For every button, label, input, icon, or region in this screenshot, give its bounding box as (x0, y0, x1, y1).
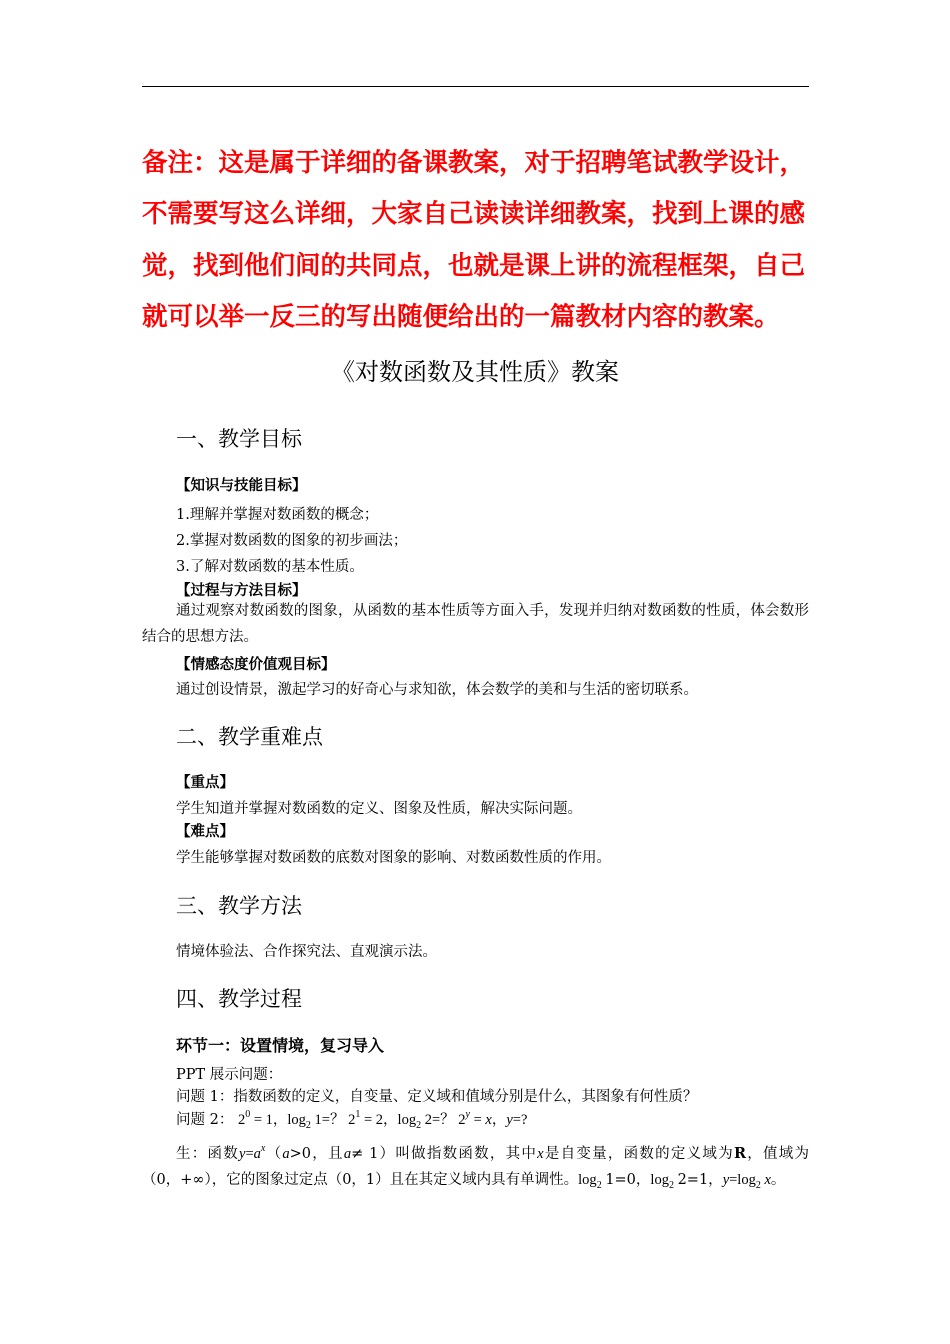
section-4-heading: 四、教学过程 (176, 987, 302, 1011)
process-goal-label: 【过程与方法目标】 (176, 583, 307, 599)
answer-part-2: （ (265, 1146, 283, 1162)
ppt-intro: PPT 展示问题： (176, 1067, 283, 1083)
knowledge-goal-label: 【知识与技能目标】 (176, 478, 307, 494)
question-2 (176, 1108, 527, 1131)
question-1: 问题 1：指数函数的定义，自变量、定义域和值域分别是什么，其图象有何性质？ (176, 1089, 698, 1105)
section-3-heading: 三、教学方法 (176, 894, 302, 918)
difficulty-text: 学生能够掌握对数函数的底数对图象的影响、对数函数性质的作用。 (176, 850, 611, 866)
note-line-2: 不需要写这么详细，大家自己读读详细教案，找到上课的感 (142, 199, 806, 230)
answer-formula-y: y (239, 1146, 246, 1162)
process-goal-text: 通过观察对数函数的图象，从函数的基本性质等方面入手，发现并归纳对数函数的性质，体会数形结合的思想方法。 (142, 603, 809, 645)
key-point-label: 【重点】 (176, 775, 234, 791)
student-answer: 生：函数$y=a^x(a>0$，且a≠ 1）叫做指数函数，其中x是自变量，函数的定义域为R，值域为（0，+∞），它的图象过定点（0，1）且在其定义域内具有单调性。$\log_2 1=0$，$\log_2 2=1$，$y=\log_2$ x。 (142, 1143, 810, 1191)
answer-part-1: 生：函数 (176, 1146, 240, 1162)
note-line-3: 觉，找到他们间的共同点，也就是课上讲的流程框架，自己 (142, 250, 806, 281)
question-2-formulas: $2^0 = 1$，$\log_2 1=$？ $2^1 = 2$，$\log_2 2=$？ $2^y = x$，y=? (237, 1109, 528, 1131)
method-text: 情境体验法、合作探究法、直观演示法。 (176, 944, 437, 960)
answer-part-5: 是自变量，函数的定义域为 (543, 1146, 734, 1162)
note-line-1: 备注：这是属于详细的备课教案，对于招聘笔试教学设计， (142, 148, 806, 178)
section-2-heading: 二、教学重难点 (176, 725, 323, 749)
document-title: 《对数函数及其性质》教案 (331, 358, 619, 386)
red-note (142, 138, 810, 343)
knowledge-item-2: 2.掌握对数函数的图象的初步画法； (176, 533, 408, 549)
note-line-4: 就可以举一反三的写出随便给出的一篇教材内容的教案。 (142, 301, 780, 332)
knowledge-item-1: 1.理解并掌握对数函数的概念； (176, 507, 379, 523)
answer-part-7: 1=0， (605, 1172, 651, 1188)
header-rule (142, 86, 809, 87)
answer-formula-a: a (253, 1146, 261, 1162)
key-point-text: 学生知道并掌握对数函数的定义、图象及性质，解决实际问题。 (176, 801, 582, 817)
step-1-heading: 环节一：设置情境，复习导入 (176, 1036, 385, 1055)
emotion-goal-label: 【情感态度价值观目标】 (176, 657, 336, 673)
question-2-label: 问题 2： (176, 1112, 234, 1128)
section-1-heading: 一、教学目标 (176, 427, 302, 451)
answer-part-6: ，值域为（0，+∞），它的图象过定点（0，1）且在其定义域内具有单调性。 (142, 1146, 810, 1188)
answer-part-8: 2=1， (677, 1172, 723, 1188)
answer-part-4: ≠ 1）叫做指数函数，其中 (351, 1146, 538, 1162)
difficulty-label: 【难点】 (176, 824, 234, 840)
knowledge-item-3: 3.了解对数函数的基本性质。 (176, 559, 364, 575)
answer-domain-r: R (733, 1145, 747, 1162)
answer-part-3: >0，且 (289, 1146, 344, 1162)
emotion-goal-text: 通过创设情景，激起学习的好奇心与求知欲，体会数学的美和与生活的密切联系。 (176, 682, 698, 698)
